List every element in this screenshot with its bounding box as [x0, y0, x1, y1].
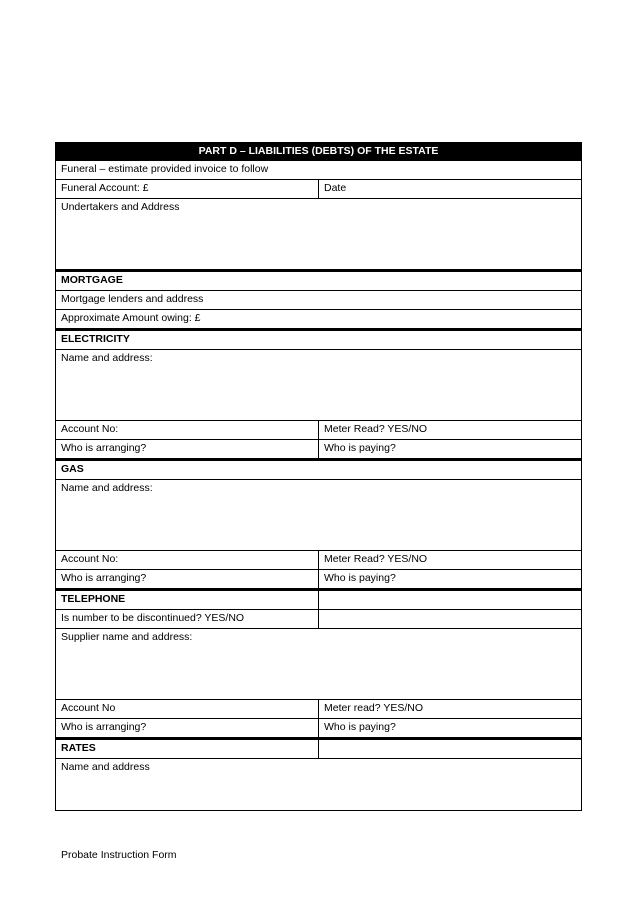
section-title: PART D – LIABILITIES (DEBTS) OF THE ESTATE — [56, 143, 582, 161]
telephone-heading-blank — [319, 590, 582, 610]
electricity-meter-read-field[interactable]: Meter Read? YES/NO — [319, 421, 582, 440]
gas-name-address-field[interactable]: Name and address: — [56, 480, 582, 551]
rates-name-address-field[interactable]: Name and address — [56, 759, 582, 811]
gas-paying-field[interactable]: Who is paying? — [319, 570, 582, 590]
gas-arranging-field[interactable]: Who is arranging? — [56, 570, 319, 590]
electricity-heading: ELECTRICITY — [56, 330, 582, 350]
electricity-arranging-field[interactable]: Who is arranging? — [56, 440, 319, 460]
telephone-heading: TELEPHONE — [56, 590, 319, 610]
funeral-account-field[interactable]: Funeral Account: £ — [56, 180, 319, 199]
mortgage-amount-field[interactable]: Approximate Amount owing: £ — [56, 310, 582, 330]
electricity-paying-field[interactable]: Who is paying? — [319, 440, 582, 460]
telephone-discontinued-field[interactable]: Is number to be discontinued? YES/NO — [56, 610, 319, 629]
mortgage-lenders-field[interactable]: Mortgage lenders and address — [56, 291, 582, 310]
undertakers-address-field[interactable]: Undertakers and Address — [56, 199, 582, 271]
gas-account-field[interactable]: Account No: — [56, 551, 319, 570]
electricity-name-address-field[interactable]: Name and address: — [56, 350, 582, 421]
funeral-date-field[interactable]: Date — [319, 180, 582, 199]
gas-heading: GAS — [56, 460, 582, 480]
telephone-paying-field[interactable]: Who is paying? — [319, 719, 582, 739]
rates-heading: RATES — [56, 739, 319, 759]
mortgage-heading: MORTGAGE — [56, 271, 582, 291]
rates-heading-blank — [319, 739, 582, 759]
telephone-account-field[interactable]: Account No — [56, 700, 319, 719]
telephone-arranging-field[interactable]: Who is arranging? — [56, 719, 319, 739]
telephone-discontinued-blank[interactable] — [319, 610, 582, 629]
page-footer: Probate Instruction Form — [61, 849, 177, 861]
electricity-account-field[interactable]: Account No: — [56, 421, 319, 440]
telephone-supplier-field[interactable]: Supplier name and address: — [56, 629, 582, 700]
liabilities-form-table — [55, 142, 582, 811]
telephone-meter-read-field[interactable]: Meter read? YES/NO — [319, 700, 582, 719]
funeral-intro: Funeral – estimate provided invoice to follow — [56, 161, 582, 180]
gas-meter-read-field[interactable]: Meter Read? YES/NO — [319, 551, 582, 570]
